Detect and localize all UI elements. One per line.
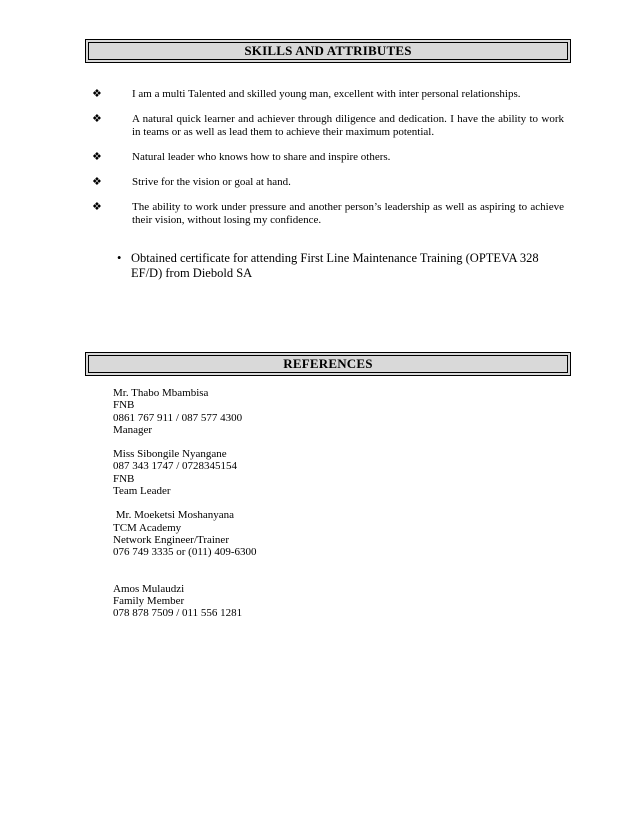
- reference-entry: [113, 387, 257, 436]
- reference-line: FNB: [113, 399, 135, 412]
- skill-text: Strive for the vision or goal at hand.: [132, 176, 291, 188]
- reference-entry: [113, 509, 257, 558]
- reference-line: Mr. Thabo Mbambisa: [113, 387, 209, 399]
- skill-text: Natural leader who knows how to share and inspire others.: [132, 151, 391, 163]
- reference-line: Amos Mulaudzi: [113, 582, 185, 595]
- references-list: [113, 387, 257, 631]
- certificate-text: Obtained certificate for attending First Line Maintenance Training (OPTEVA 328 EF/D) from Diebold SA: [131, 251, 539, 280]
- reference-line: Family Member: [113, 594, 185, 607]
- diamond-bullet-icon: ❖: [92, 176, 102, 188]
- certificate-item: [117, 251, 557, 281]
- reference-line: 078 878 7509 / 011 556 1281: [113, 607, 243, 620]
- diamond-bullet-icon: ❖: [92, 201, 102, 213]
- references-heading: REFERENCES: [283, 356, 373, 371]
- reference-line: 076 749 3335 or (011) 409-6300: [113, 546, 257, 559]
- diamond-bullet-icon: ❖: [92, 88, 102, 100]
- skill-item: [92, 88, 564, 101]
- reference-entry: [113, 448, 257, 497]
- diamond-bullet-icon: ❖: [92, 151, 102, 163]
- reference-line: 087 343 1747 / 0728345154: [113, 460, 238, 473]
- reference-line: Network Engineer/Trainer: [113, 533, 229, 546]
- reference-line: 0861 767 911 / 087 577 4300: [113, 411, 243, 424]
- reference-line: Mr. Moeketsi Moshanyana: [113, 509, 234, 522]
- skill-text: The ability to work under pressure and another person’s leadership as well as aspiring to achieve their vision, without losing my confidence.: [132, 201, 564, 226]
- skill-item: [92, 201, 564, 227]
- reference-line: Miss Sibongile Nyangane: [113, 448, 227, 461]
- skills-list: [92, 88, 564, 239]
- skills-section-header: [85, 39, 571, 63]
- diamond-bullet-icon: ❖: [92, 113, 102, 125]
- skills-heading: SKILLS AND ATTRIBUTES: [244, 43, 412, 58]
- bullet-icon: •: [117, 251, 122, 265]
- skill-text: I am a multi Talented and skilled young man, excellent with inter personal relationships.: [132, 88, 521, 100]
- references-section-header: [85, 352, 571, 376]
- skill-item: [92, 113, 564, 139]
- reference-entry: [113, 583, 257, 620]
- skill-item: [92, 176, 564, 189]
- reference-line: FNB: [113, 472, 135, 485]
- reference-line: Team Leader: [113, 485, 171, 498]
- skill-item: [92, 151, 564, 164]
- reference-line: TCM Academy: [113, 521, 182, 534]
- skill-text: A natural quick learner and achiever through diligence and dedication. I have the ability to work in teams or as well as lead them to achieve their maximum potential.: [132, 113, 564, 138]
- reference-line: Manager: [113, 423, 153, 436]
